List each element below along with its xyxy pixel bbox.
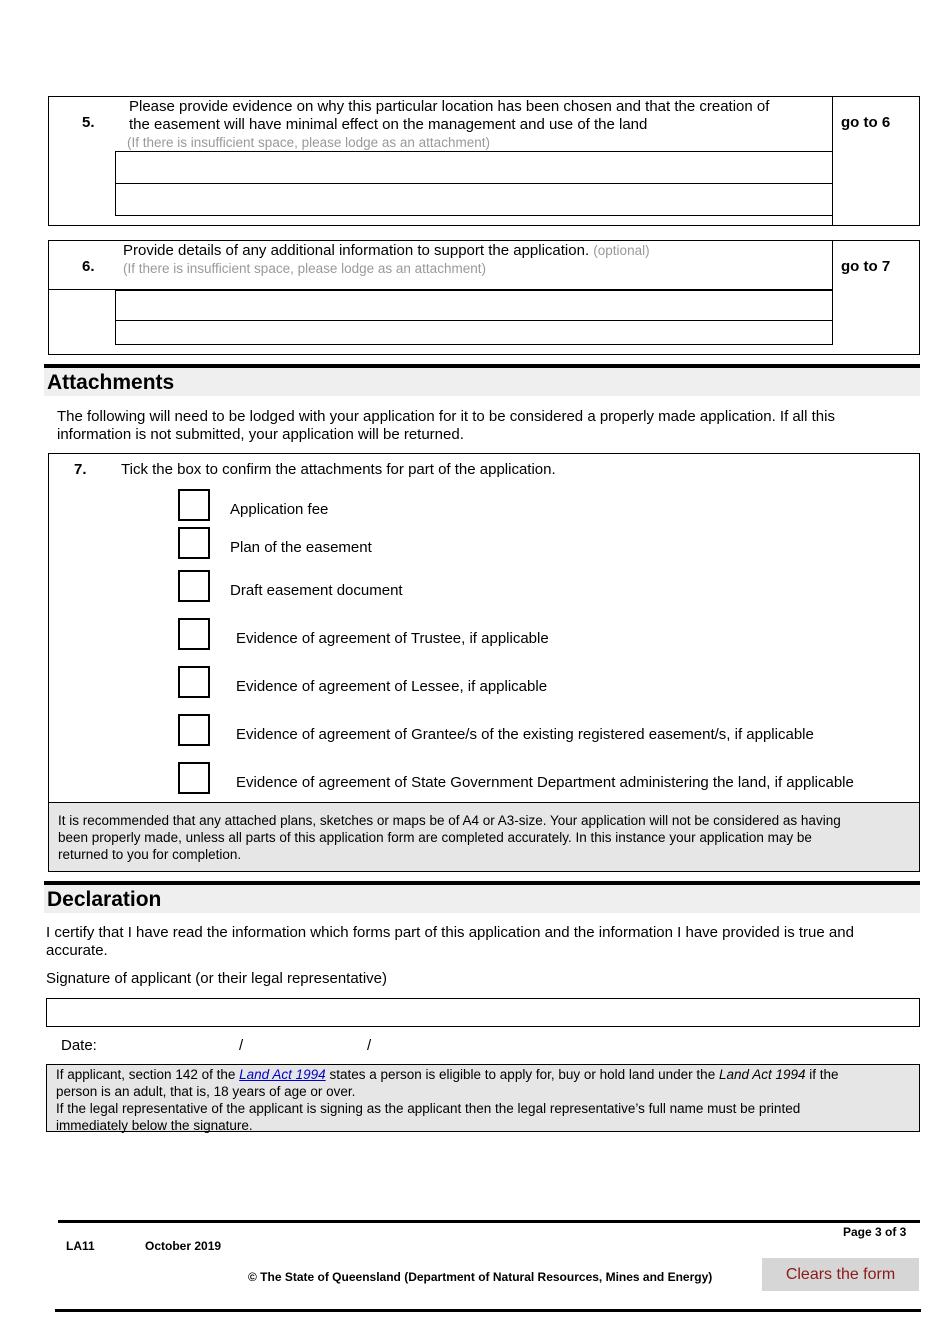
footer-copyright: © The State of Queensland (Department of Natural Resources, Mines and Energy) <box>248 1270 713 1284</box>
checkbox-draft-easement-document[interactable] <box>178 570 210 602</box>
checkbox-label-plan-of-easement: Plan of the easement <box>230 539 372 556</box>
attachments-heading: Attachments <box>47 371 175 394</box>
question-6-input-line-1[interactable] <box>115 290 833 321</box>
question-5-divider <box>832 96 833 226</box>
question-6-hint: (If there is insufficient space, please lodge as an attachment) <box>123 261 486 276</box>
attachments-section-header <box>44 364 920 396</box>
checkbox-label-trustee-agreement: Evidence of agreement of Trustee, if applicable <box>236 630 549 647</box>
question-5-input-line-1[interactable] <box>115 151 833 184</box>
question-5-goto: go to 6 <box>841 114 891 131</box>
checkbox-state-department-agreement[interactable] <box>178 762 210 794</box>
checkbox-trustee-agreement[interactable] <box>178 618 210 650</box>
checkbox-application-fee[interactable] <box>178 489 210 521</box>
question-5-text: Please provide evidence on why this particular location has been chosen and that the creation of the easement will have minimal effect on the management and use of the land (If there is insufficient space, please lodge as an attachment) <box>129 98 829 152</box>
checkbox-label-state-department-agreement: Evidence of agreement of State Government Department administering the land, if applicable <box>236 774 854 791</box>
checkbox-grantee-agreement[interactable] <box>178 714 210 746</box>
footer-bottom-rule <box>55 1309 921 1312</box>
question-7-text: Tick the box to confirm the attachments for part of the application. <box>121 461 556 478</box>
question-5-number: 5. <box>82 114 95 131</box>
checkbox-label-lessee-agreement: Evidence of agreement of Lessee, if applicable <box>236 678 548 695</box>
date-separator-1: / <box>239 1037 244 1054</box>
date-year-input[interactable] <box>378 1033 498 1057</box>
signature-input[interactable] <box>46 998 920 1027</box>
question-6-goto: go to 7 <box>841 258 891 275</box>
declaration-section-header <box>44 881 920 913</box>
checkbox-plan-of-easement[interactable] <box>178 527 210 559</box>
question-6-left-divider <box>48 289 833 290</box>
question-5-hint: (If there is insufficient space, please lodge as an attachment) <box>127 135 490 150</box>
question-7-number: 7. <box>74 461 87 478</box>
question-6-divider <box>832 240 833 290</box>
checkbox-label-grantee-agreement: Evidence of agreement of Grantee/s of the existing registered easement/s, if applicable <box>236 726 814 743</box>
footer-form-code: LA11 <box>66 1239 95 1253</box>
question-5-input-line-2[interactable] <box>115 183 833 216</box>
date-label: Date: <box>61 1037 97 1054</box>
checkbox-label-application-fee: Application fee <box>230 501 329 518</box>
date-separator-2: / <box>367 1037 372 1054</box>
declaration-heading: Declaration <box>47 888 162 911</box>
question-6-text: Provide details of any additional information to support the application. (optional) (If there is insufficient space, please lodge as an attachment) <box>123 242 823 278</box>
declaration-certify-text: I certify that I have read the information which forms part of this application and the information I have provided is true and accurate. <box>46 924 854 959</box>
footer-top-rule <box>58 1220 920 1223</box>
footer-date: October 2019 <box>145 1239 222 1253</box>
declaration-note: If applicant, section 142 of the Land Act 1994 states a person is eligible to apply for, buy or hold land under the Land Act 1994 if the person is an adult, that is, 18 years of age or over. If the legal representative of the applicant is signing as the applicant then the legal representative’s full name must be printed immediately below the signature. <box>46 1064 920 1132</box>
attachments-intro: The following will need to be lodged with your application for it to be considered a properly made application. If all this information is not submitted, your application will be returned. <box>57 408 835 443</box>
land-act-link[interactable]: Land Act 1994 <box>239 1067 326 1082</box>
question-6-number: 6. <box>82 258 95 275</box>
attachments-note: It is recommended that any attached plans, sketches or maps be of A4 or A3-size. Your application will not be considered as having been properly made, unless all parts of this application form are completed accurately. In this instance your application may be returned to you for completion. <box>48 802 920 872</box>
date-day-input[interactable] <box>105 1033 235 1057</box>
date-month-input[interactable] <box>250 1033 364 1057</box>
question-6-optional: (optional) <box>593 243 650 258</box>
question-6-input-line-2[interactable] <box>115 320 833 345</box>
footer-page-number: Page 3 of 3 <box>843 1225 907 1239</box>
checkbox-label-draft-easement-document: Draft easement document <box>230 582 403 599</box>
signature-label: Signature of applicant (or their legal representative) <box>46 970 388 987</box>
checkbox-lessee-agreement[interactable] <box>178 666 210 698</box>
clear-form-button[interactable]: Clears the form <box>762 1258 919 1291</box>
